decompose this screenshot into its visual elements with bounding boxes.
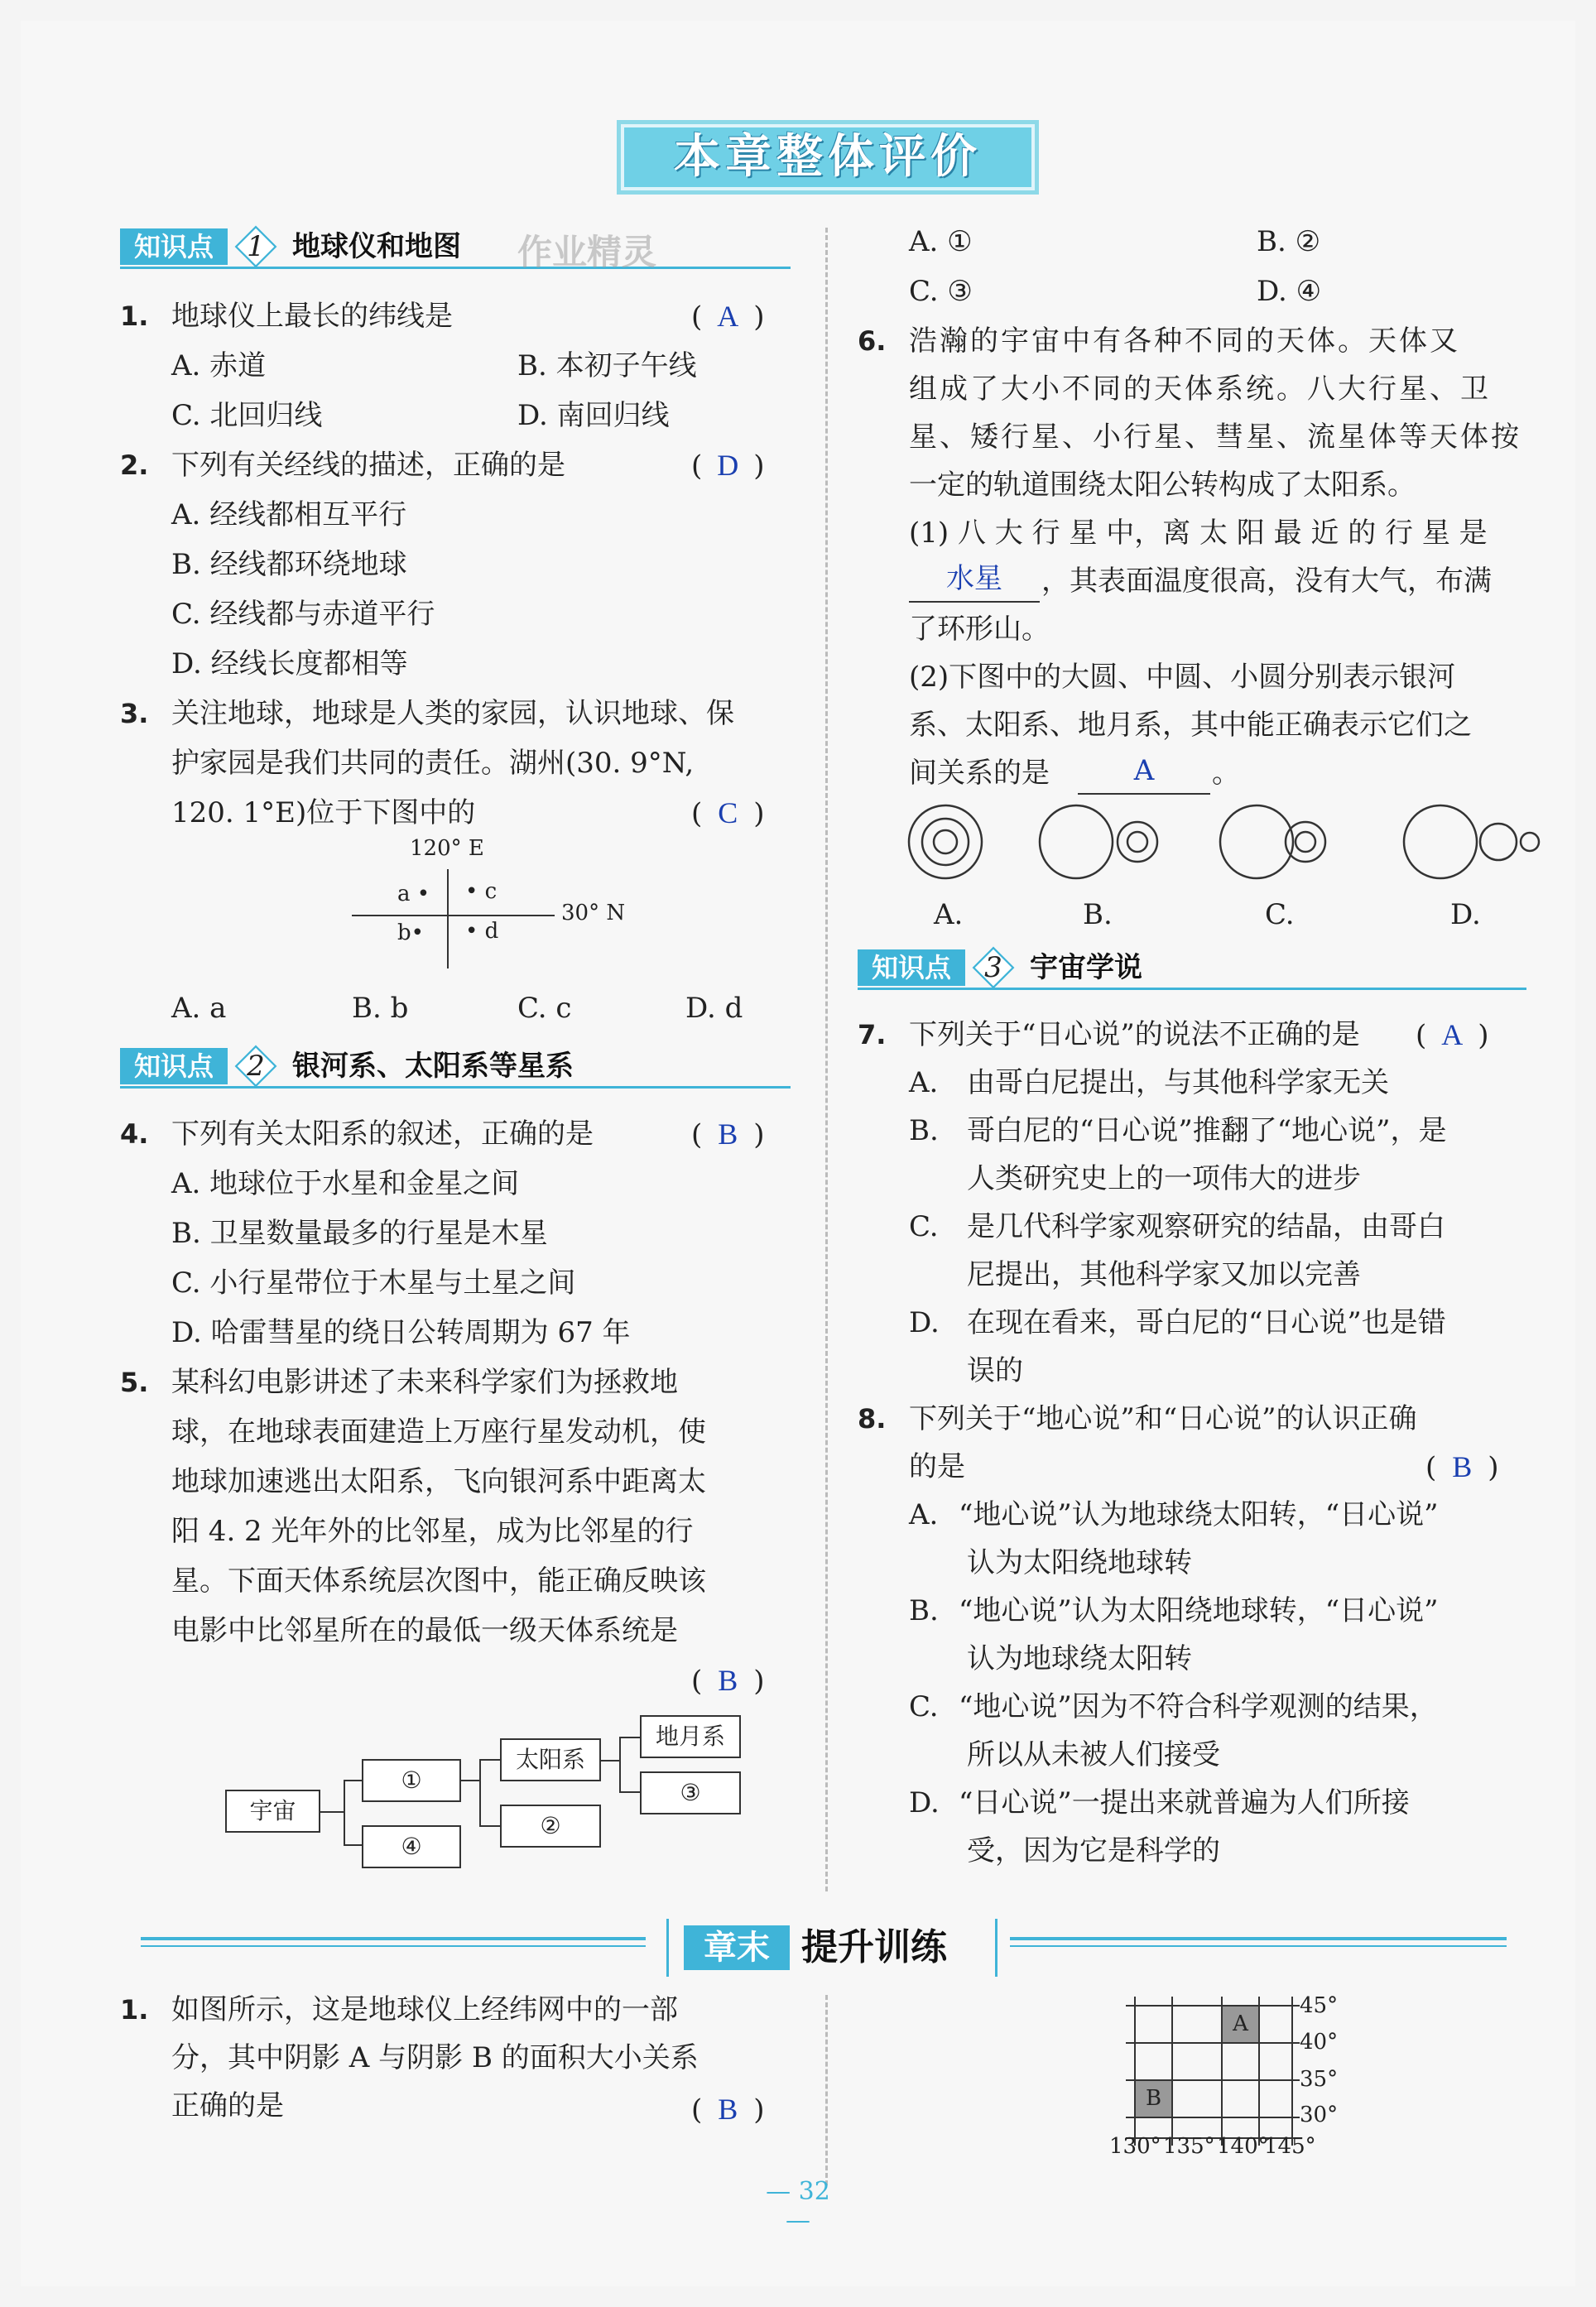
q6-number: 6. — [858, 325, 887, 357]
q3-line-2: 护家园是我们共同的责任。湖州(30. 9°N, — [171, 747, 695, 780]
q7-answer-bracket: ( A ) — [1416, 1010, 1489, 1060]
q5-line-3: 地球加速逃出太阳系，飞向银河系中距离太 — [171, 1465, 706, 1498]
q8-option-a-text-2: 认为太阳绕地球转 — [967, 1546, 1192, 1579]
q8-number: 8. — [858, 1403, 887, 1435]
q5-fig-connector — [344, 1844, 362, 1846]
q7-option-a-text: 由哥白尼提出，与其他科学家无关 — [967, 1066, 1389, 1099]
q4-number: 4. — [120, 1118, 149, 1150]
q1-answer-bracket: ( A ) — [691, 291, 765, 342]
q3-option-b: B. b — [352, 992, 409, 1025]
q6-fig-b-large-circle — [1040, 805, 1113, 878]
q5-line-1: 某科幻电影讲述了未来科学家们为拯救地 — [171, 1366, 678, 1399]
q1-option-d: D. 南回归线 — [517, 399, 670, 432]
q6-fig-c-medium-circle — [1286, 822, 1325, 862]
q8-option-b-text-1: “地心说”认为太阳绕地球转，“日心说” — [959, 1594, 1439, 1627]
q5-fig-connector — [619, 1737, 640, 1738]
q6-fig-label-c: C. — [1265, 898, 1295, 931]
q8-option-c-text-2: 所以从未被人们接受 — [967, 1738, 1220, 1771]
q3-fig-point-c-label: c — [484, 879, 498, 904]
q5-fig-box-1: ① — [362, 1759, 461, 1802]
q4-option-c: C. 小行星带位于木星与土星之间 — [171, 1266, 576, 1300]
chapter-title-banner — [617, 120, 1039, 195]
q2-option-c: C. 经线都与赤道平行 — [171, 598, 435, 631]
q6-line-1: 浩瀚的宇宙中有各种不同的天体。天体又 — [909, 324, 1460, 358]
q6-fig-option-c — [1220, 805, 1325, 878]
lon-label-130: 130° — [1109, 2134, 1161, 2159]
q3-fig-parallel — [352, 915, 555, 916]
q7-option-b-text-1: 哥白尼的“日心说”推翻了“地心说”，是 — [967, 1114, 1447, 1147]
q5-option-a: A. ① — [909, 225, 973, 258]
kp-title: 地球仪和地图 — [292, 230, 461, 263]
q7-option-c-letter: C. — [909, 1210, 939, 1243]
s2q1-line-3: 正确的是 — [171, 2089, 284, 2122]
q8-answer: B — [1452, 1450, 1473, 1483]
q6-fig-a-small-circle — [934, 830, 957, 853]
q5-fig-connector — [619, 1737, 621, 1791]
q6-fig-option-b — [1040, 805, 1157, 878]
q7-option-a-letter: A. — [909, 1066, 939, 1099]
knowledge-point-2-header — [120, 1045, 791, 1088]
kp-tag: 知识点 — [858, 949, 965, 986]
q8-option-d-letter: D. — [909, 1786, 940, 1819]
q8-line-2: 的是 — [909, 1450, 965, 1483]
kp-tag: 知识点 — [120, 1048, 228, 1084]
kp-underline — [120, 1086, 791, 1089]
q3-line-3: 120. 1°E)位于下图中的 — [171, 796, 476, 829]
grid-line — [1291, 1997, 1293, 2146]
q1-option-c: C. 北回归线 — [171, 399, 323, 432]
section2-right-rule-thin — [1010, 1945, 1507, 1947]
q5-fig-connector — [601, 1760, 619, 1761]
kp-title: 宇宙学说 — [1030, 951, 1142, 984]
q4-option-d: D. 哈雷彗星的绕日公转周期为 67 年 — [171, 1316, 631, 1349]
q5-fig-box-3: ③ — [640, 1771, 741, 1814]
q5-line-5: 星。下面天体系统层次图中，能正确反映该 — [171, 1564, 706, 1598]
q5-line-2: 球，在地球表面建造上万座行星发动机，使 — [171, 1415, 706, 1449]
q6-part1-line2: ，其表面温度很高，没有大气，布满 — [1041, 565, 1492, 598]
q5-fig-connector — [320, 1811, 344, 1813]
q6-fig-b-small-circle — [1127, 832, 1147, 852]
q6-line-2: 组成了大小不同的天体系统。八大行星、卫 — [909, 372, 1491, 406]
q7-number: 7. — [858, 1019, 887, 1050]
q6-fig-b-medium-circle — [1118, 822, 1157, 862]
q7-option-d-text-2: 误的 — [967, 1354, 1023, 1387]
q3-number: 3. — [120, 698, 149, 729]
q6-fig-a-large-circle — [909, 805, 982, 878]
q7-option-d-text-1: 在现在看来，哥白尼的“日心说”也是错 — [967, 1306, 1446, 1339]
q5-fig-connector — [461, 1780, 479, 1781]
q6-fig-c-small-circle — [1296, 832, 1315, 852]
q3-fig-point-a: a • — [397, 882, 430, 906]
kp-underline — [120, 267, 791, 269]
chapter-title: 本章整体评价 — [674, 130, 982, 184]
lon-label-135: 135° — [1163, 2134, 1215, 2159]
q8-line-1: 下列关于“地心说”和“日心说”的认识正确 — [909, 1402, 1417, 1435]
q8-option-a-letter: A. — [909, 1498, 939, 1531]
q5-fig-solar-system-box: 太阳系 — [500, 1738, 601, 1781]
s2q1-answer-bracket: ( B ) — [691, 2084, 765, 2135]
q2-option-d: D. 经线长度都相等 — [171, 647, 408, 680]
q1-option-a: A. 赤道 — [171, 349, 267, 382]
section2-right-rule — [1010, 1937, 1507, 1940]
q8-option-b-letter: B. — [909, 1594, 939, 1627]
q7-answer: A — [1441, 1018, 1464, 1051]
q5-option-b: B. ② — [1257, 225, 1321, 258]
q4-option-a: A. 地球位于水星和金星之间 — [171, 1167, 520, 1200]
q6-part2-answer-blank — [1078, 748, 1210, 795]
lat-label-35: 35° — [1300, 2067, 1339, 2092]
kp-number: 3 — [984, 951, 1002, 984]
q3-fig-point-d-label: d — [484, 919, 499, 944]
q7-option-c-text-2: 尼提出，其他科学家又加以完善 — [967, 1258, 1361, 1291]
q2-answer-bracket: ( D ) — [691, 440, 765, 491]
q6-fig-label-b: B. — [1083, 898, 1113, 931]
section2-left-rule-thin — [141, 1945, 646, 1947]
q5-fig-connector — [479, 1825, 500, 1827]
lat-label-30: 30° — [1300, 2103, 1339, 2127]
q7-option-c-text-1: 是几代科学家观察研究的结晶，由哥白 — [967, 1210, 1445, 1243]
q7-option-b-text-2: 人类研究史上的一项伟大的进步 — [967, 1162, 1361, 1195]
section2-left-rule — [141, 1937, 646, 1940]
page-number: — 32 — — [766, 2177, 830, 2235]
q5-answer-bracket: ( B ) — [691, 1656, 765, 1706]
q6-fig-d-medium-circle — [1480, 824, 1517, 860]
q4-option-b: B. 卫星数量最多的行星是木星 — [171, 1217, 548, 1250]
q3-fig-longitude-label: 120° E — [410, 836, 484, 861]
q6-part2-line1: (2)下图中的大圆、中圆、小圆分别表示银河 — [909, 661, 1456, 694]
q5-line-6: 电影中比邻星所在的最低一级天体系统是 — [171, 1614, 678, 1647]
q6-fig-a-medium-circle — [922, 819, 969, 865]
q2-number: 2. — [120, 449, 149, 481]
q6-part1-line3: 了环形山。 — [909, 613, 1050, 646]
grid-line — [1126, 2042, 1300, 2044]
s2q1-number: 1. — [120, 1994, 149, 2026]
q3-option-c: C. c — [517, 992, 572, 1025]
q4-answer: B — [718, 1117, 738, 1151]
q6-fig-option-a — [909, 805, 982, 878]
lon-label-145: 145° — [1264, 2134, 1316, 2159]
column-divider — [825, 1995, 828, 2185]
q5-option-d: D. ④ — [1257, 275, 1322, 308]
q5-fig-box-2: ② — [500, 1805, 601, 1848]
q2-option-a: A. 经线都相互平行 — [171, 498, 407, 531]
q5-answer: B — [718, 1664, 738, 1697]
q2-stem: 下列有关经线的描述，正确的是 — [171, 449, 565, 482]
q5-fig-connector — [479, 1759, 500, 1761]
grid-line — [1126, 2005, 1300, 2007]
column-divider — [825, 228, 828, 1891]
q6-fig-label-a: A. — [934, 898, 964, 931]
shaded-area-a: A — [1223, 2007, 1258, 2042]
kp-tag: 知识点 — [120, 228, 228, 265]
q6-fig-d-large-circle — [1404, 805, 1477, 878]
q8-option-c-text-1: “地心说”因为不符合科学观测的结果， — [959, 1690, 1438, 1723]
knowledge-point-1-header — [120, 225, 791, 268]
q8-option-b-text-2: 认为地球绕太阳转 — [967, 1642, 1192, 1675]
q3-fig-point-c: • c — [465, 879, 498, 904]
q3-fig-point-b: b• — [397, 920, 424, 945]
s2q1-line-1: 如图所示，这是地球仪上经纬网中的一部 — [171, 1993, 678, 2026]
q6-part1-answer-blank — [909, 556, 1040, 603]
watermark: 作业精灵 — [517, 232, 657, 272]
q6-part1-line1: (1) 八 大 行 星 中，离 太 阳 最 近 的 行 星 是 — [909, 517, 1488, 550]
grid-line — [1171, 1997, 1173, 2146]
s2q1-grid-figure — [1126, 1997, 1300, 2146]
q1-number: 1. — [120, 300, 149, 332]
q6-line-4: 一定的轨道围绕太阳公转构成了太阳系。 — [909, 469, 1416, 502]
q3-line-1: 关注地球，地球是人类的家园，认识地球、保 — [171, 697, 734, 730]
q8-option-c-letter: C. — [909, 1690, 939, 1723]
q5-fig-box-4: ④ — [362, 1825, 461, 1868]
grid-line — [1258, 1997, 1260, 2146]
kp-number: 2 — [247, 1050, 265, 1083]
grid-line — [1126, 2117, 1300, 2118]
q8-option-d-text-1: “日心说”一提出来就普遍为人们所接 — [959, 1786, 1410, 1819]
q7-stem: 下列关于“日心说”的说法不正确的是 — [909, 1018, 1360, 1051]
kp-underline — [858, 988, 1526, 990]
q8-option-d-text-2: 受，因为它是科学的 — [967, 1834, 1220, 1867]
lat-label-45: 45° — [1300, 1993, 1339, 2018]
q3-answer-bracket: ( C ) — [691, 788, 765, 839]
q2-answer: D — [717, 449, 739, 482]
section2-header — [666, 1919, 997, 1977]
grid-line — [1134, 1997, 1136, 2146]
q1-stem: 地球仪上最长的纬线是 — [171, 300, 453, 333]
q6-line-3: 星、矮行星、小行星、彗星、流星体等天体按 — [909, 421, 1521, 454]
q3-fig-latitude-label: 30° N — [561, 901, 626, 925]
q8-answer-bracket: ( B ) — [1425, 1442, 1499, 1492]
lon-label-140: 140° — [1217, 2134, 1269, 2159]
section2-title: 提升训练 — [801, 1926, 947, 1968]
q1-answer: A — [717, 300, 739, 333]
q2-option-b: B. 经线都环绕地球 — [171, 548, 407, 581]
lat-label-40: 40° — [1300, 2030, 1339, 2055]
q3-option-d: D. d — [685, 992, 743, 1025]
q6-part2-answer: A — [1133, 754, 1155, 787]
shaded-area-b: B — [1136, 2081, 1171, 2117]
q5-number: 5. — [120, 1367, 149, 1398]
q8-option-a-text-1: “地心说”认为地球绕太阳转，“日心说” — [959, 1498, 1439, 1531]
q5-fig-earth-moon-box: 地月系 — [640, 1715, 741, 1758]
q6-part2-line2: 系、太阳系、地月系，其中能正确表示它们之 — [909, 709, 1472, 742]
q6-fig-option-d — [1404, 805, 1539, 878]
q5-fig-universe-box: 宇宙 — [225, 1790, 320, 1833]
q6-circles-figure — [902, 799, 1548, 890]
q6-fig-label-d: D. — [1450, 898, 1481, 931]
q3-fig-point-b-label: b — [397, 920, 411, 945]
q5-option-c: C. ③ — [909, 275, 973, 308]
q6-fig-c-large-circle — [1220, 805, 1293, 878]
s2q1-line-2: 分，其中阴影 A 与阴影 B 的面积大小关系 — [171, 2041, 699, 2074]
knowledge-point-3-header — [858, 946, 1526, 989]
section2-tag: 章末 — [684, 1925, 790, 1970]
q6-part2-end: 。 — [1212, 757, 1240, 790]
q3-answer: C — [718, 796, 738, 829]
q3-fig-point-a-label: a — [397, 882, 411, 906]
q3-fig-meridian — [447, 869, 449, 968]
q4-stem: 下列有关太阳系的叙述，正确的是 — [171, 1117, 594, 1151]
s2q1-answer: B — [718, 2093, 738, 2126]
q5-fig-connector — [479, 1759, 481, 1827]
kp-number: 1 — [247, 230, 265, 263]
q7-option-d-letter: D. — [909, 1306, 940, 1339]
q3-option-a: A. a — [171, 992, 227, 1025]
q6-part2-line3: 间关系的是 — [909, 757, 1050, 790]
q5-fig-connector — [344, 1780, 345, 1844]
q7-option-b-letter: B. — [909, 1114, 939, 1147]
kp-title: 银河系、太阳系等星系 — [292, 1050, 574, 1083]
q1-option-b: B. 本初子午线 — [517, 349, 697, 382]
q3-fig-point-d: • d — [465, 919, 499, 944]
q5-fig-connector — [619, 1791, 640, 1793]
q4-answer-bracket: ( B ) — [691, 1109, 765, 1160]
q6-part1-answer: 水星 — [946, 562, 1002, 595]
q5-fig-connector — [344, 1780, 362, 1781]
q6-fig-d-small-circle — [1521, 833, 1539, 851]
q5-line-4: 阳 4. 2 光年外的比邻星，成为比邻星的行 — [171, 1515, 694, 1548]
